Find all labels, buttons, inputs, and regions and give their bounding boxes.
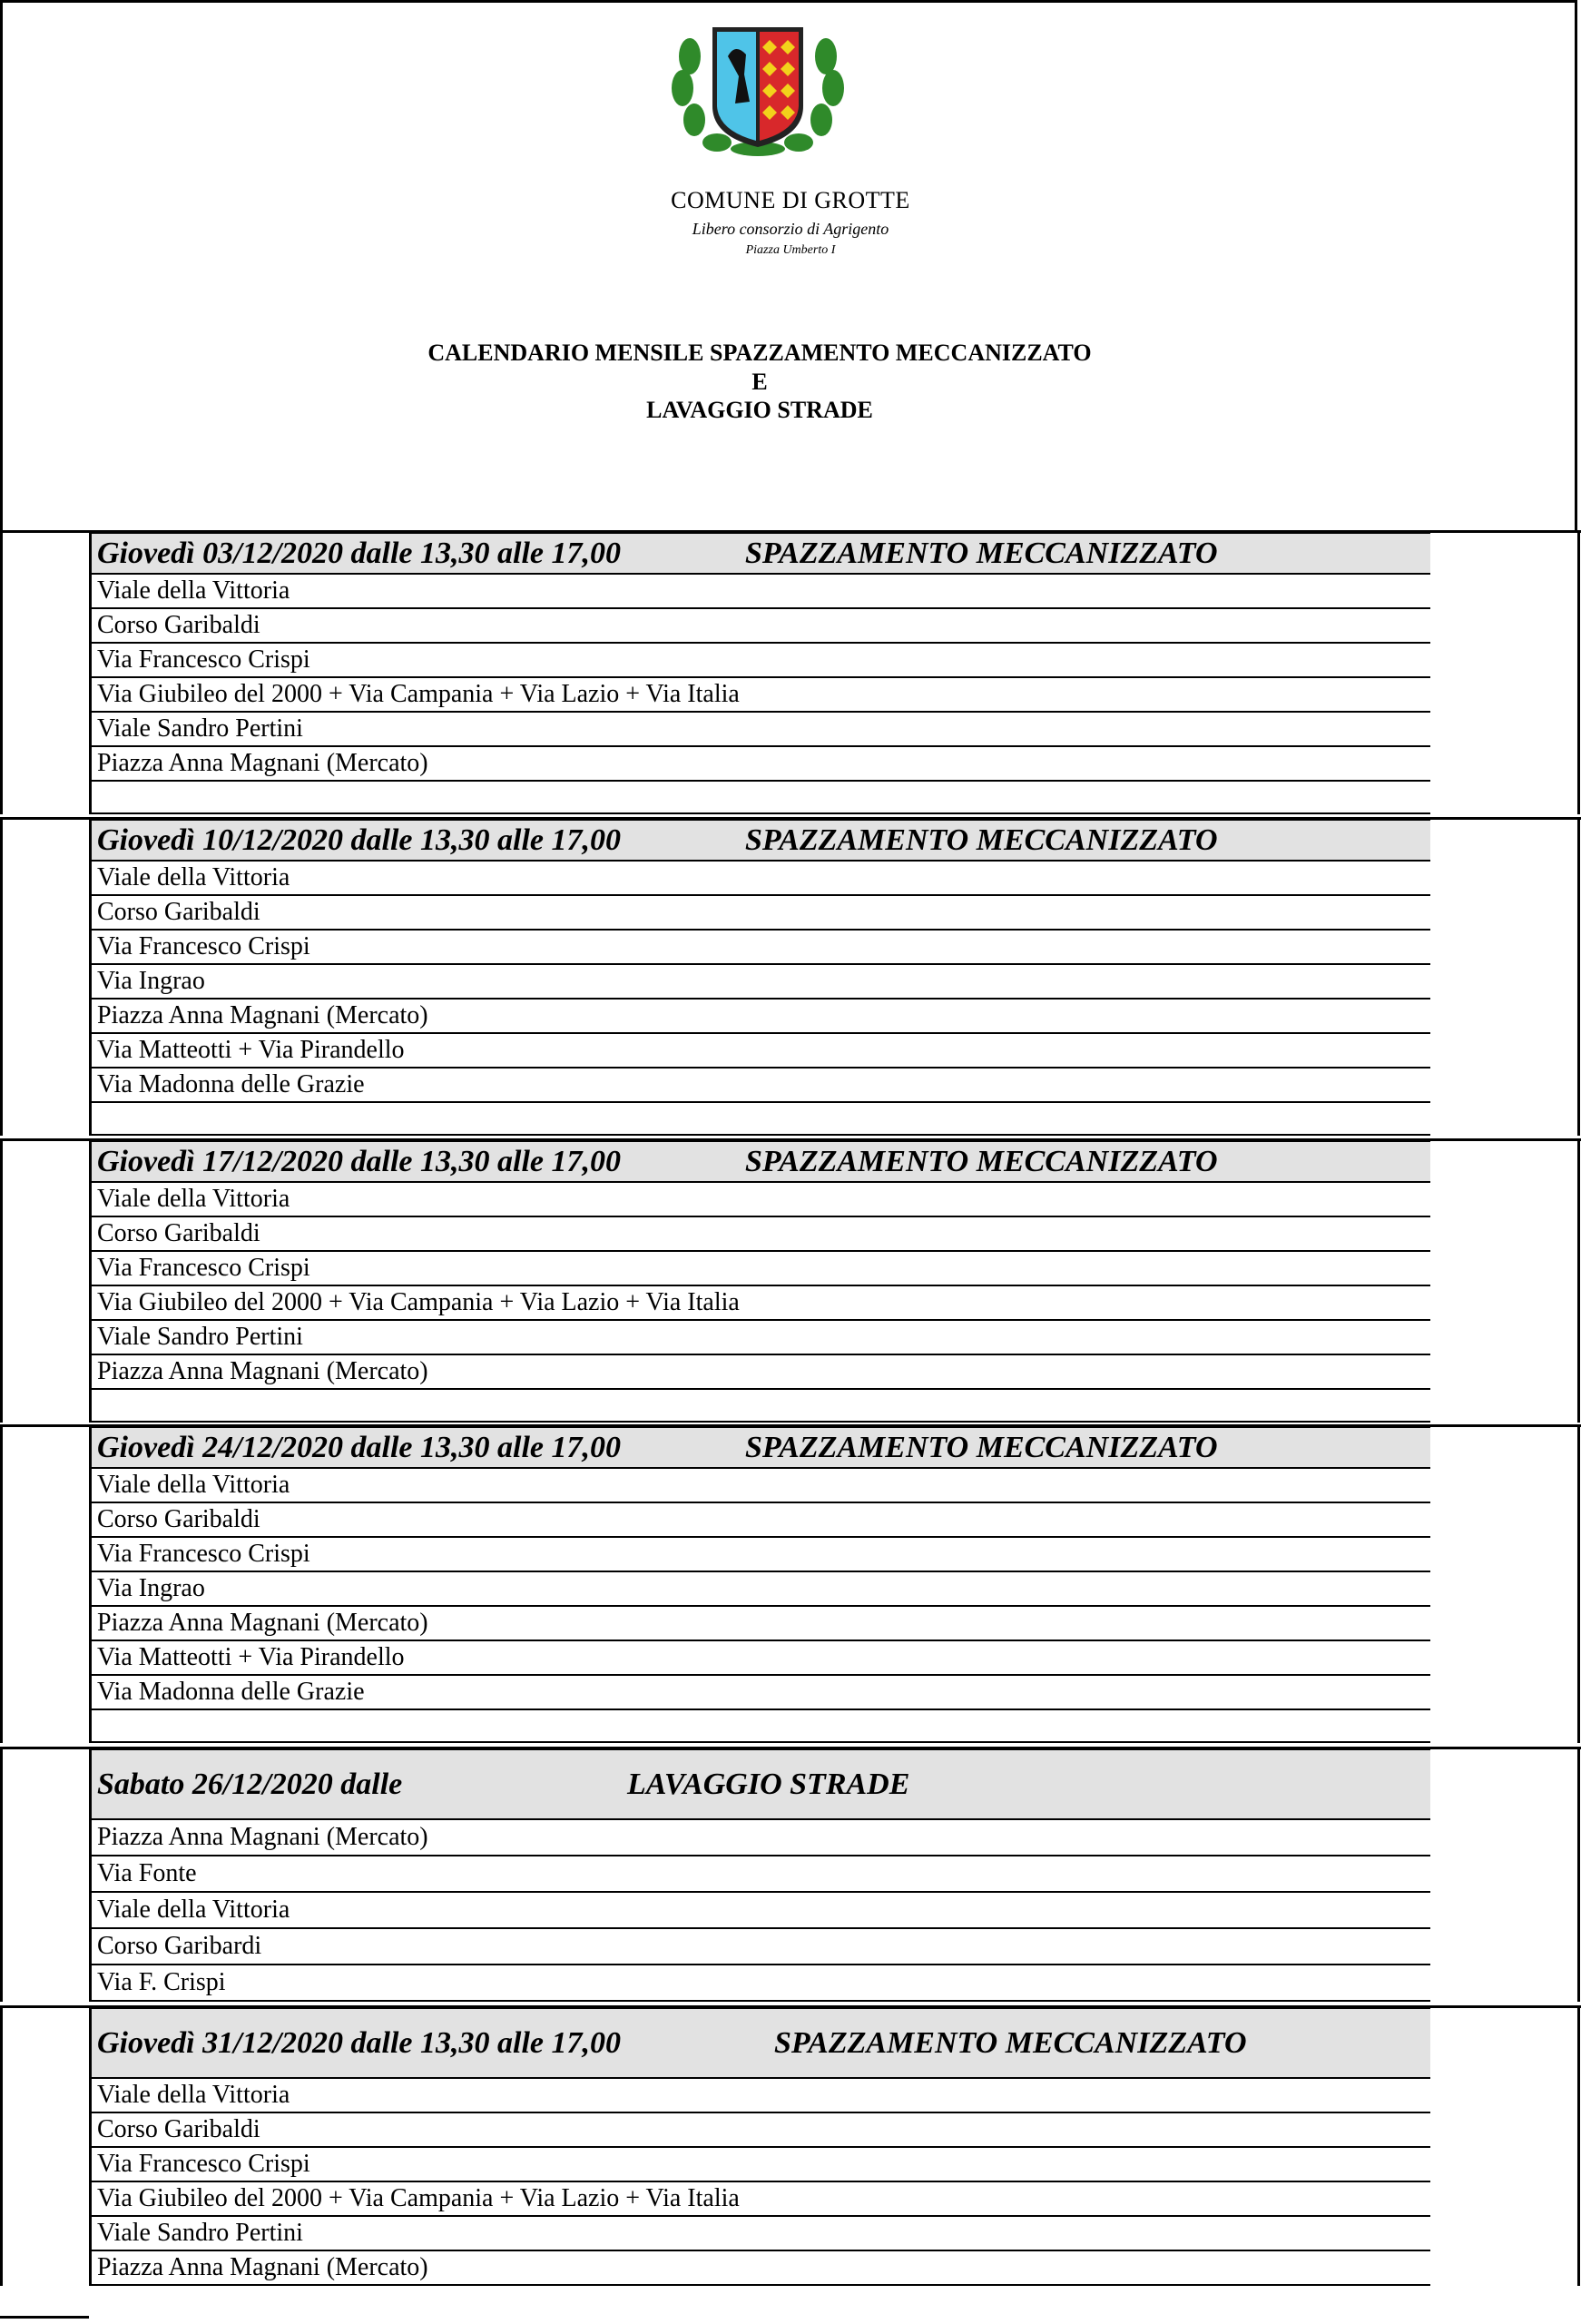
street-row: Via Francesco Crispi	[89, 1538, 1430, 1572]
street-row: Piazza Anna Magnani (Mercato)	[89, 1607, 1430, 1641]
street-row: Via Francesco Crispi	[89, 1252, 1430, 1286]
street-row: Via F. Crispi	[89, 1965, 1430, 2002]
municipality-name: COMUNE DI GROTTE	[671, 187, 910, 213]
street-row: Via Ingrao	[89, 965, 1430, 1000]
right-border-line	[1577, 818, 1580, 1136]
street-row: Corso Garibaldi	[89, 2113, 1430, 2148]
schedule-service-type: SPAZZAMENTO MECCANIZZATO	[774, 2026, 1247, 2060]
schedule-service-type: SPAZZAMENTO MECCANIZZATO	[745, 1145, 1218, 1178]
street-row: Viale della Vittoria	[89, 1893, 1430, 1929]
street-row: Piazza Anna Magnani (Mercato)	[89, 2251, 1430, 2286]
left-margin-column	[0, 1139, 89, 1423]
schedule-day-time: Giovedì 03/12/2020 dalle 13,30 alle 17,00	[97, 537, 621, 570]
left-margin-column	[0, 1425, 89, 1743]
right-border-line	[1577, 2006, 1580, 2286]
right-border-line	[1577, 531, 1580, 814]
street-row: Via Ingrao	[89, 1572, 1430, 1607]
street-row: Viale Sandro Pertini	[89, 1321, 1430, 1355]
street-row: Viale della Vittoria	[89, 1183, 1430, 1217]
left-margin-column	[0, 531, 89, 814]
municipal-crest-icon	[663, 20, 853, 156]
street-row: Corso Garibaldi	[89, 896, 1430, 931]
document-header	[0, 0, 1581, 531]
right-border-line	[1577, 1425, 1580, 1743]
left-margin-column	[0, 2006, 89, 2286]
schedule-service-type: SPAZZAMENTO MECCANIZZATO	[745, 537, 1218, 570]
street-row: Via Francesco Crispi	[89, 2148, 1430, 2182]
right-border-line	[1577, 1139, 1580, 1423]
street-row: Via Matteotti + Via Pirandello	[89, 1641, 1430, 1676]
schedule-day-time: Giovedì 24/12/2020 dalle 13,30 alle 17,00	[97, 1431, 621, 1464]
street-row: Corso Garibaldi	[89, 1217, 1430, 1252]
schedule-service-type: SPAZZAMENTO MECCANIZZATO	[745, 1431, 1218, 1464]
schedule-service-type: LAVAGGIO STRADE	[627, 1768, 910, 1801]
right-border-line	[1577, 1748, 1580, 2002]
document-title-line1: CALENDARIO MENSILE SPAZZAMENTO MECCANIZZATO	[427, 340, 1092, 366]
left-margin-column	[0, 1748, 89, 2002]
street-row: Viale Sandro Pertini	[89, 2217, 1430, 2251]
schedule-day-time: Giovedì 10/12/2020 dalle 13,30 alle 17,00	[97, 823, 621, 857]
empty-spacer-row	[89, 782, 1430, 814]
document-title-line3: LAVAGGIO STRADE	[646, 397, 873, 423]
street-row: Via Fonte	[89, 1856, 1430, 1893]
street-row: Piazza Anna Magnani (Mercato)	[89, 1355, 1430, 1390]
street-row: Via Giubileo del 2000 + Via Campania + Via Lazio + Via Italia	[89, 678, 1430, 713]
street-row: Corso Garibardi	[89, 1929, 1430, 1965]
empty-spacer-row	[89, 1710, 1430, 1743]
document-title-line2: E	[751, 369, 768, 395]
schedule-day-time: Sabato 26/12/2020 dalle	[97, 1768, 403, 1801]
schedule-header-row	[89, 2006, 1430, 2079]
street-row: Corso Garibaldi	[89, 1503, 1430, 1538]
schedule-day-time: Giovedì 17/12/2020 dalle 13,30 alle 17,00	[97, 1145, 621, 1178]
street-row: Viale della Vittoria	[89, 575, 1430, 609]
province-name: Libero consorzio di Agrigento	[692, 220, 889, 238]
street-row: Piazza Anna Magnani (Mercato)	[89, 747, 1430, 782]
schedule-header-row	[89, 531, 1430, 575]
street-row: Via Francesco Crispi	[89, 644, 1430, 678]
empty-spacer-row	[89, 1390, 1430, 1423]
schedule-header-row	[89, 1425, 1430, 1469]
table-bottom-line	[0, 2316, 89, 2319]
schedule-service-type: SPAZZAMENTO MECCANIZZATO	[745, 823, 1218, 857]
street-row: Viale della Vittoria	[89, 862, 1430, 896]
street-row: Viale della Vittoria	[89, 2079, 1430, 2113]
street-row: Via Matteotti + Via Pirandello	[89, 1034, 1430, 1068]
street-row: Via Madonna delle Grazie	[89, 1676, 1430, 1710]
street-row: Piazza Anna Magnani (Mercato)	[89, 1820, 1430, 1856]
street-row: Via Madonna delle Grazie	[89, 1068, 1430, 1103]
municipality-address: Piazza Umberto I	[745, 243, 836, 257]
street-row: Via Francesco Crispi	[89, 931, 1430, 965]
street-row: Viale della Vittoria	[89, 1469, 1430, 1503]
schedule-header-row	[89, 1748, 1430, 1820]
schedule-header-row	[89, 1139, 1430, 1183]
street-row: Via Giubileo del 2000 + Via Campania + Via Lazio + Via Italia	[89, 1286, 1430, 1321]
schedule-day-time: Giovedì 31/12/2020 dalle 13,30 alle 17,00	[97, 2026, 621, 2060]
street-row: Via Giubileo del 2000 + Via Campania + Via Lazio + Via Italia	[89, 2182, 1430, 2217]
street-row: Piazza Anna Magnani (Mercato)	[89, 1000, 1430, 1034]
street-row: Viale Sandro Pertini	[89, 713, 1430, 747]
schedule-table	[0, 531, 1581, 2324]
schedule-header-row	[89, 818, 1430, 862]
empty-spacer-row	[89, 1103, 1430, 1136]
street-row: Corso Garibaldi	[89, 609, 1430, 644]
left-margin-column	[0, 818, 89, 1136]
